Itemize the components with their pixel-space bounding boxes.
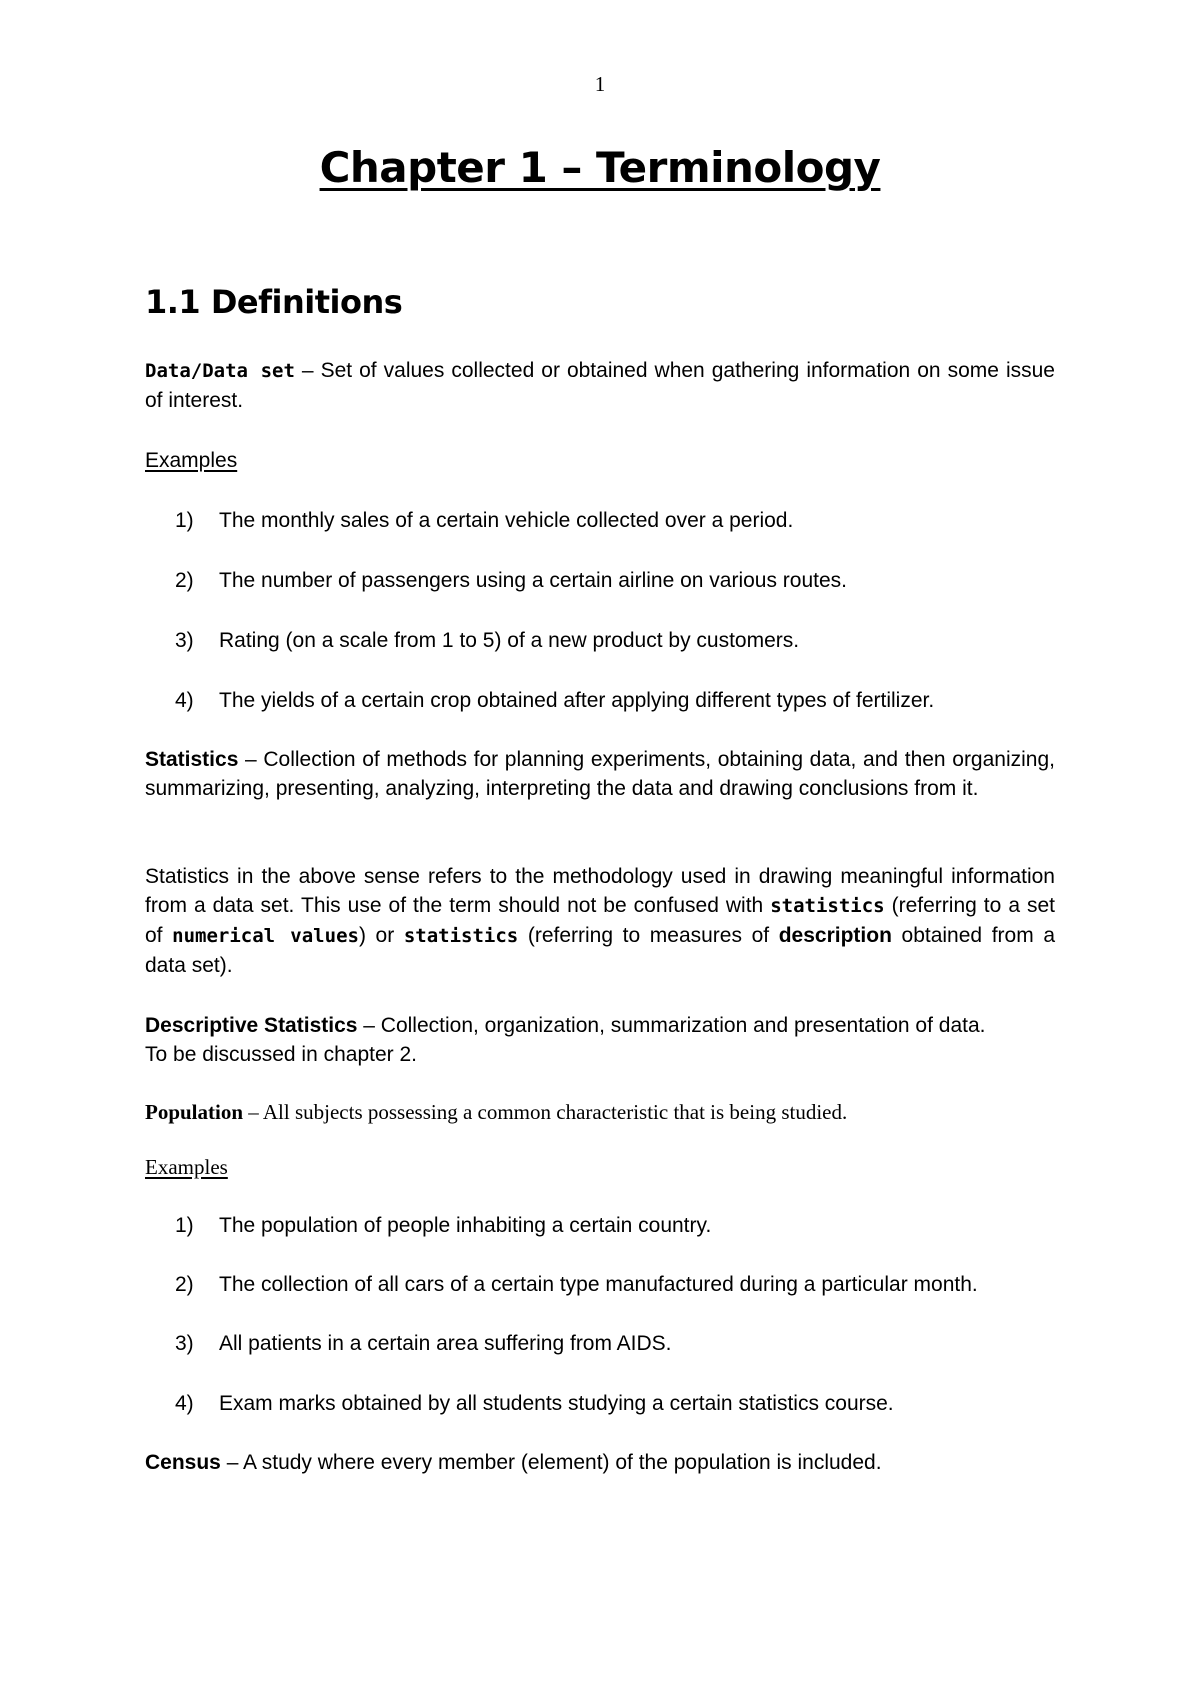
- census-definition: [145, 1448, 1055, 1477]
- descriptive-line2: To be discussed in chapter 2.: [145, 1043, 417, 1066]
- descriptive-term: Descriptive Statistics: [145, 1014, 358, 1037]
- list-number: 1): [175, 1214, 194, 1237]
- data-text: – Set of values collected or obtained when gathering information on some issue of interest.: [145, 359, 1055, 412]
- note-text: (referring to a set of: [145, 894, 1056, 947]
- population-term: Population: [145, 1100, 244, 1124]
- data-definition: [145, 356, 1055, 415]
- list-number: 1): [175, 509, 194, 532]
- list-number: 4): [175, 689, 194, 712]
- note-text: Statistics in the above sense refers to the methodology used in drawing meaningful information from a data set. This use of the term should not be confused with: [145, 865, 1055, 917]
- statistics-definition: [145, 745, 1055, 803]
- page-number: 1: [594, 72, 606, 96]
- list-item: [175, 506, 793, 535]
- descriptive-statistics-definition: [145, 1011, 1055, 1069]
- list-item: [175, 1329, 672, 1358]
- examples-heading-1: [145, 446, 1055, 475]
- note-text: ) or: [358, 924, 404, 947]
- population-text: – All subjects possessing a common characteristic that is being studied.: [243, 1100, 848, 1124]
- list-number: 4): [175, 1392, 194, 1415]
- examples-label-2: Examples: [145, 1155, 228, 1179]
- list-number: 2): [175, 569, 194, 592]
- list-text: All patients in a certain area suffering from AIDS.: [219, 1332, 672, 1355]
- note-bold-description: description: [778, 924, 892, 947]
- list-number: 3): [175, 1332, 194, 1355]
- list-item: [175, 686, 934, 715]
- list-text: Rating (on a scale from 1 to 5) of a new product by customers.: [219, 629, 800, 652]
- note-text: (referring to measures of: [518, 924, 779, 947]
- list-item: [175, 566, 847, 595]
- list-item: [175, 1211, 711, 1240]
- list-item: [175, 1270, 978, 1299]
- examples-heading-2: [145, 1153, 1055, 1182]
- examples-label-1: Examples: [145, 449, 238, 472]
- list-text: The population of people inhabiting a certain country.: [219, 1214, 712, 1237]
- chapter-title: [0, 143, 1200, 192]
- statistics-note: [145, 862, 1055, 980]
- list-text: Exam marks obtained by all students studying a certain statistics course.: [219, 1392, 894, 1415]
- statistics-term: Statistics: [145, 748, 239, 771]
- census-term: Census: [145, 1451, 221, 1474]
- note-bold-statistics: statistics: [770, 895, 885, 917]
- list-text: The yields of a certain crop obtained after applying different types of fertilizer.: [219, 689, 935, 712]
- data-term: Data/Data set: [145, 360, 295, 382]
- chapter-title-text: Chapter 1 – Terminology: [319, 143, 881, 192]
- population-definition: [145, 1098, 1055, 1127]
- census-text: – A study where every member (element) of the population is included.: [220, 1451, 882, 1474]
- statistics-text: – Collection of methods for planning experiments, obtaining data, and then organizing, summarizing, presenting, analyzing, interpreting the data and drawing conclusions from it.: [145, 748, 1055, 800]
- list-item: [175, 1389, 894, 1418]
- list-text: The collection of all cars of a certain type manufactured during a particular month.: [219, 1273, 978, 1296]
- note-bold-numerical-values: numerical values: [172, 925, 359, 947]
- list-number: 3): [175, 629, 194, 652]
- list-text: The monthly sales of a certain vehicle collected over a period.: [219, 509, 794, 532]
- list-item: [175, 626, 799, 655]
- list-number: 2): [175, 1273, 194, 1296]
- descriptive-text: – Collection, organization, summarization and presentation of data.: [357, 1014, 986, 1037]
- section-title: 1.1 Definitions: [145, 283, 403, 321]
- note-bold-statistics: statistics: [403, 925, 519, 947]
- list-text: The number of passengers using a certain airline on various routes.: [219, 569, 848, 592]
- note-text: obtained from a data set).: [145, 924, 1055, 977]
